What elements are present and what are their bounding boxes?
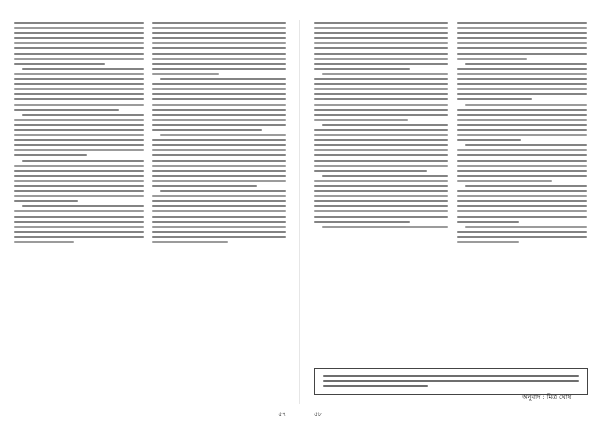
text-line [314, 221, 410, 223]
text-line [314, 78, 448, 80]
text-line [457, 42, 587, 44]
text-line [152, 88, 286, 90]
text-line [152, 32, 286, 34]
text-line [14, 63, 105, 65]
text-line [14, 83, 144, 85]
text-line [152, 205, 286, 207]
text-line [160, 134, 286, 136]
text-line [457, 58, 527, 60]
text-line [457, 221, 519, 223]
text-line [14, 185, 144, 187]
text-line [322, 73, 448, 75]
text-line [14, 58, 144, 60]
text-line [457, 154, 587, 156]
text-line [14, 109, 119, 111]
text-line [152, 231, 286, 233]
text-line [14, 154, 87, 156]
text-line [457, 139, 521, 141]
text-line [152, 170, 286, 172]
text-line [457, 119, 587, 121]
text-line [457, 205, 587, 207]
text-line [465, 185, 587, 187]
text-line [152, 63, 286, 65]
text-line [14, 200, 78, 202]
text-line [14, 98, 144, 100]
text-line [457, 27, 587, 29]
text-line [152, 22, 286, 24]
text-line [14, 216, 144, 218]
text-line [457, 47, 587, 49]
text-line [22, 114, 144, 116]
text-line [14, 42, 144, 44]
text-line [152, 175, 286, 177]
text-line [152, 129, 262, 131]
text-line [314, 165, 448, 167]
text-line [457, 53, 587, 55]
text-line [457, 98, 532, 100]
text-line [314, 139, 448, 141]
text-line [465, 104, 587, 106]
text-line [314, 53, 448, 55]
left-page-number: ৫৭ [278, 411, 286, 418]
right-page-footer [314, 410, 586, 419]
text-line [323, 380, 579, 382]
text-line [14, 93, 144, 95]
text-line [457, 88, 587, 90]
text-line [152, 73, 219, 75]
text-line [152, 160, 286, 162]
text-line [314, 104, 448, 106]
text-line [152, 200, 286, 202]
text-line [322, 124, 448, 126]
text-line [14, 88, 144, 90]
text-line [14, 226, 144, 228]
text-line [465, 144, 587, 146]
text-line [314, 27, 448, 29]
text-line [152, 58, 286, 60]
text-line [152, 93, 286, 95]
text-line [457, 129, 587, 131]
text-line [14, 47, 144, 49]
text-line [314, 134, 448, 136]
left-page-footer [14, 410, 286, 419]
text-line [152, 119, 286, 121]
text-line [14, 149, 144, 151]
text-line [152, 83, 286, 85]
text-line [14, 139, 144, 141]
text-line [314, 185, 448, 187]
text-line [152, 98, 286, 100]
text-line [152, 27, 286, 29]
text-line [314, 37, 448, 39]
text-line [314, 216, 448, 218]
text-line [314, 83, 448, 85]
text-line [152, 53, 286, 55]
text-line [314, 170, 427, 172]
text-line [152, 114, 286, 116]
text-line [14, 22, 144, 24]
text-line [457, 78, 587, 80]
left-page-column-1 [14, 22, 144, 246]
text-line [14, 27, 144, 29]
text-line [457, 175, 587, 177]
text-line [457, 109, 587, 111]
text-line [457, 160, 587, 162]
text-line [457, 231, 587, 233]
text-line [152, 149, 286, 151]
text-line [14, 104, 144, 106]
text-line [314, 119, 408, 121]
text-line [152, 165, 286, 167]
left-page-column-2 [152, 22, 286, 246]
text-line [14, 165, 144, 167]
text-line [14, 231, 144, 233]
text-line [457, 32, 587, 34]
text-line [457, 195, 587, 197]
text-line [14, 32, 144, 34]
text-line [152, 185, 257, 187]
text-line [152, 180, 286, 182]
text-line [14, 195, 144, 197]
text-line [314, 205, 448, 207]
text-line [457, 170, 587, 172]
text-line [314, 22, 448, 24]
text-line [323, 385, 428, 387]
text-line [465, 226, 587, 228]
right-page-column-2 [457, 22, 587, 246]
text-line [457, 149, 587, 151]
text-line [457, 241, 519, 243]
text-line [152, 37, 286, 39]
text-line [314, 195, 448, 197]
text-line [457, 68, 587, 70]
text-line [457, 134, 587, 136]
text-line [314, 63, 448, 65]
text-line [314, 42, 448, 44]
text-line [14, 144, 144, 146]
text-line [22, 160, 144, 162]
text-line [152, 104, 286, 106]
text-line [152, 236, 286, 238]
text-line [457, 200, 587, 202]
text-line [14, 134, 144, 136]
text-line [14, 78, 144, 80]
text-line [14, 124, 144, 126]
text-line [14, 119, 144, 121]
text-line [314, 154, 448, 156]
text-line [152, 216, 286, 218]
text-line [152, 210, 286, 212]
text-line [457, 190, 587, 192]
text-line [465, 63, 587, 65]
text-line [457, 210, 587, 212]
text-line [152, 154, 286, 156]
text-line [14, 210, 144, 212]
text-line [457, 22, 587, 24]
text-line [314, 32, 448, 34]
text-line [152, 42, 286, 44]
text-line [14, 37, 144, 39]
text-line [457, 83, 587, 85]
text-line [314, 200, 448, 202]
text-line [14, 241, 74, 243]
text-line [314, 160, 448, 162]
text-line [314, 114, 448, 116]
text-line [457, 93, 587, 95]
translator-credit: অনুবাদ : মিত্র ঘোষ [522, 393, 572, 401]
text-line [314, 190, 448, 192]
text-line [14, 236, 144, 238]
text-line [152, 221, 286, 223]
text-line [314, 58, 448, 60]
text-line [14, 129, 144, 131]
text-line [457, 73, 587, 75]
text-line [457, 165, 587, 167]
text-line [314, 210, 448, 212]
text-line [152, 144, 286, 146]
text-line [314, 47, 448, 49]
text-line [152, 226, 286, 228]
text-line [160, 78, 286, 80]
text-line [314, 180, 448, 182]
right-page-number: ৫৮ [314, 411, 322, 418]
text-line [322, 175, 448, 177]
text-line [22, 205, 144, 207]
text-line [152, 47, 286, 49]
text-line [314, 149, 448, 151]
text-line [457, 180, 552, 182]
text-line [14, 170, 144, 172]
text-line [152, 139, 286, 141]
text-line [314, 129, 448, 131]
text-line [14, 175, 144, 177]
text-line [14, 180, 144, 182]
text-line [152, 124, 286, 126]
text-line [314, 68, 410, 70]
text-line [314, 144, 448, 146]
text-line [152, 195, 286, 197]
text-line [14, 190, 144, 192]
text-line [457, 114, 587, 116]
text-line [160, 190, 286, 192]
text-line [152, 109, 286, 111]
text-line [14, 73, 144, 75]
text-line [22, 68, 144, 70]
text-line [14, 221, 144, 223]
text-line [457, 124, 587, 126]
text-line [152, 68, 286, 70]
text-line [314, 98, 448, 100]
right-page [300, 0, 600, 424]
text-line [457, 216, 587, 218]
text-line [322, 226, 448, 228]
text-line [152, 241, 228, 243]
text-line [14, 53, 144, 55]
right-page-column-1 [314, 22, 448, 231]
text-line [314, 109, 448, 111]
text-line [457, 37, 587, 39]
text-line [314, 93, 448, 95]
text-line [314, 88, 448, 90]
text-line [457, 236, 587, 238]
text-line [323, 375, 579, 377]
